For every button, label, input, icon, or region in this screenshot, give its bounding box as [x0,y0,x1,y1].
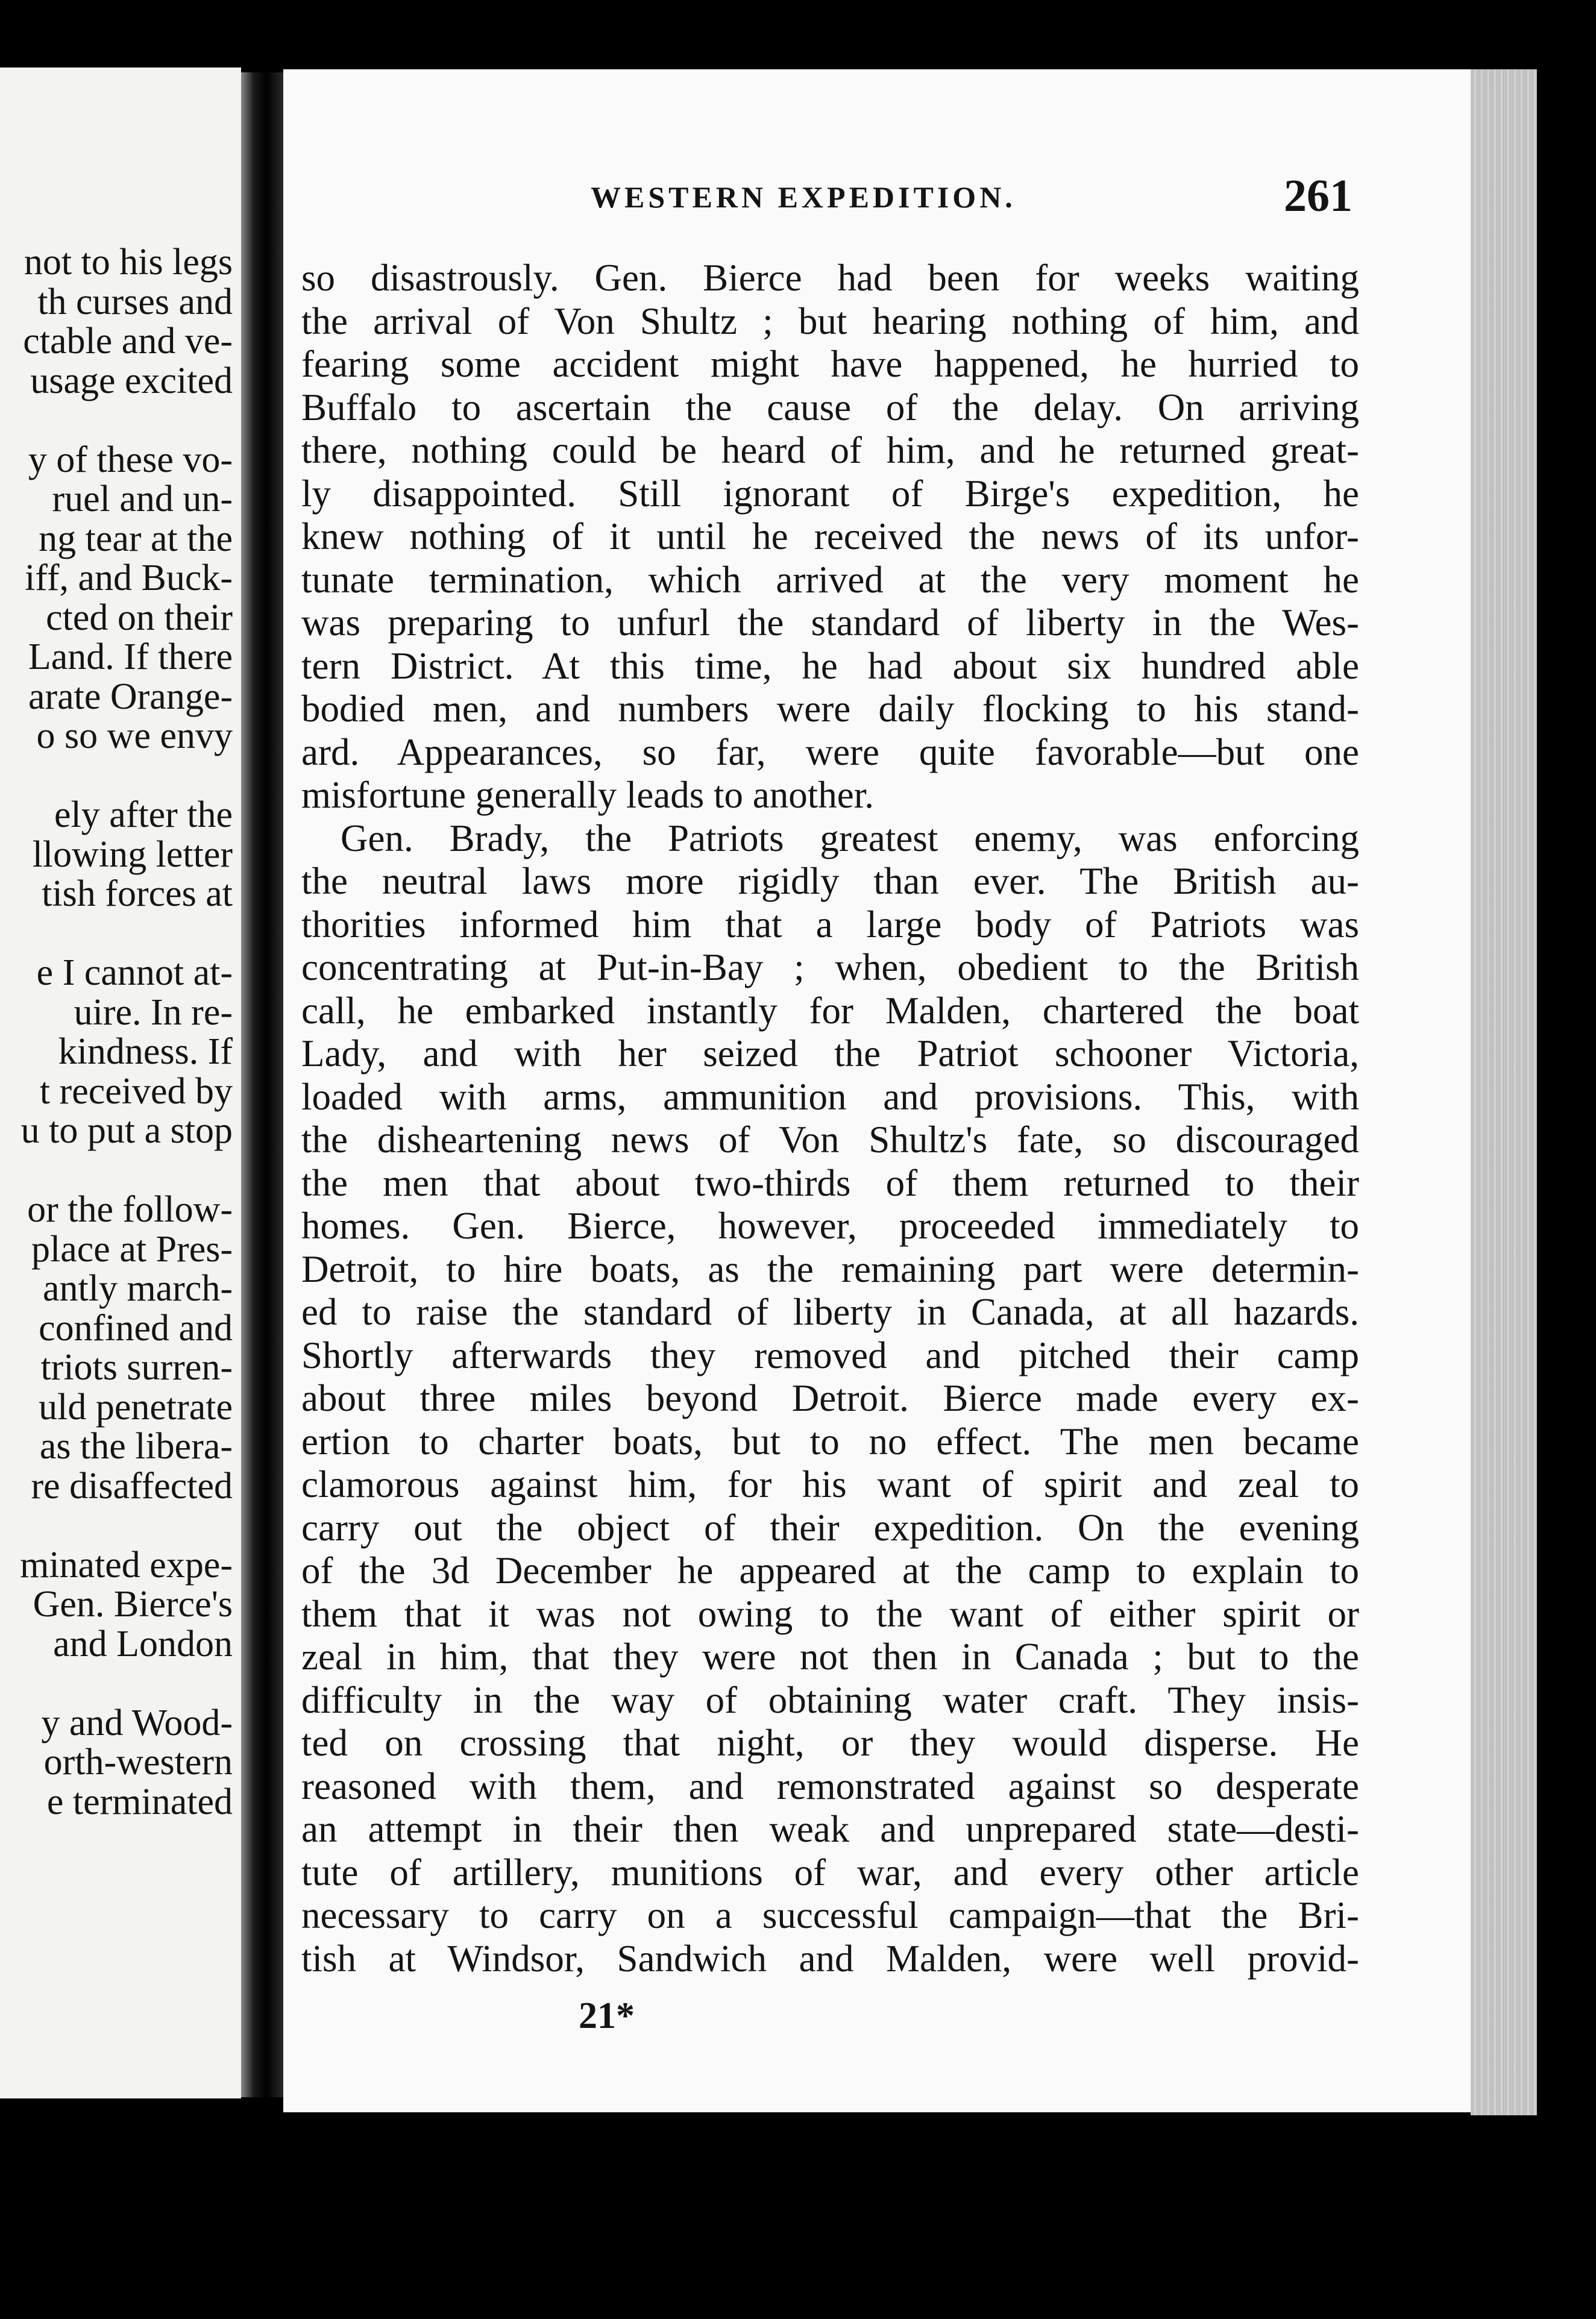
text-line: the neutral laws more rigidly than ever. The British au- [301,860,1359,902]
facing-page-line: and London [53,1623,233,1665]
facing-page-line: antly march- [42,1268,233,1309]
text-line: tern District. At this time, he had about six hundred able [301,644,1359,687]
text-line: ertion to charter boats, but to no effect. The men became [301,1420,1359,1463]
text-line: tute of artillery, munitions of war, and every other article [301,1851,1359,1894]
text-line: necessary to carry on a successful campaign—that the Bri- [301,1894,1359,1936]
text-line: about three miles beyond Detroit. Bierce made every ex- [301,1377,1359,1419]
text-line: zeal in him, that they were not then in Canada ; but to the [301,1636,1359,1678]
text-line: homes. Gen. Bierce, however, proceeded immediately to [301,1205,1359,1247]
facing-page-line: kindness. If [58,1031,233,1072]
facing-page-line: uld penetrate [39,1386,233,1428]
facing-page-line: u to put a stop [20,1110,233,1151]
text-line: them that it was not owing to the want of either spirit or [301,1592,1359,1635]
text-line: bodied men, and numbers were daily flocking to his stand- [301,688,1359,730]
text-line: knew nothing of it until he received the news of its unfor- [301,515,1359,557]
text-line: Buffalo to ascertain the cause of the delay. On arriving [301,386,1359,428]
text-line: reasoned with them, and remonstrated against so desperate [301,1765,1359,1807]
text-line: tunate termination, which arrived at the very moment he [301,558,1359,601]
text-line: misfortune generally leads to another. [301,774,874,816]
text-line: ed to raise the standard of liberty in Canada, at all hazards. [301,1291,1359,1333]
facing-page-line: th curses and [37,281,233,322]
signature-mark: 21* [579,1995,635,2036]
facing-page-fragment [0,67,241,2098]
facing-page-line: triots surren- [40,1347,233,1388]
page-number: 261 [1284,171,1353,221]
facing-page-line: orth-western [43,1742,233,1783]
facing-page-line: re disaffected [31,1465,233,1507]
text-line: the men that about two-thirds of them returned to their [301,1161,1359,1204]
text-line: of the 3d December he appeared at the camp to explain to [301,1549,1359,1592]
text-line: concentrating at Put-in-Bay ; when, obedient to the British [301,946,1359,988]
page-edges [1471,69,1537,2115]
facing-page-line: cted on their [46,597,233,638]
facing-page-line: confined and [39,1307,233,1349]
text-line: the arrival of Von Shultz ; but hearing nothing of him, and [301,300,1359,342]
facing-page-line: usage excited [30,360,233,401]
text-line: ly disappointed. Still ignorant of Birge's expedition, he [301,472,1359,515]
facing-page-line: as the libera- [39,1426,233,1467]
facing-page-line: e terminated [46,1781,233,1822]
facing-page-line: Land. If there [28,636,233,677]
text-line: fearing some accident might have happened, he hurried to [301,343,1359,385]
running-head: WESTERN EXPEDITION. [591,180,1016,214]
facing-page-line: arate Orange- [28,676,233,717]
facing-page-line: y of these vo- [28,439,233,480]
facing-page-line: ruel and un- [52,479,233,519]
facing-page-line: t received by [39,1070,233,1112]
facing-page-line: llowing letter [32,833,233,875]
text-line: Detroit, to hire boats, as the remaining part were determin- [301,1247,1359,1290]
text-line: difficulty in the way of obtaining water craft. They insis- [301,1678,1359,1721]
text-line: so disastrously. Gen. Bierce had been for weeks waiting [301,257,1359,299]
text-line: the disheartening news of Von Shultz's fate, so discouraged [301,1119,1359,1161]
text-line: Lady, and with her seized the Patriot schooner Victoria, [301,1032,1359,1075]
text-line: Gen. Brady, the Patriots greatest enemy, was enforcing [341,817,1359,859]
facing-page-line: ng tear at the [39,518,233,559]
facing-page-line: not to his legs [24,242,233,283]
text-line: ted on crossing that night, or they would disperse. He [301,1722,1359,1764]
facing-page-line: iff, and Buck- [25,557,233,598]
text-line: clamorous against him, for his want of spirit and zeal to [301,1463,1359,1505]
text-line: ard. Appearances, so far, were quite favorable—but one [301,730,1359,773]
facing-page-line: or the follow- [27,1189,233,1230]
text-line: an attempt in their then weak and unprepared state—desti- [301,1808,1359,1850]
text-line: loaded with arms, ammunition and provisions. This, with [301,1075,1359,1118]
text-line: Shortly afterwards they removed and pitched their camp [301,1334,1359,1376]
facing-page-line: uire. In re- [74,991,233,1033]
facing-page-line: tish forces at [42,873,233,914]
text-line: tish at Windsor, Sandwich and Malden, were well provid- [301,1937,1359,1980]
text-line: carry out the object of their expedition. On the evening [301,1506,1359,1549]
text-line: thorities informed him that a large body of Patriots was [301,903,1359,946]
facing-page-line: o so we envy [36,715,233,756]
facing-page-line: ctable and ve- [23,321,233,362]
text-line: there, nothing could be heard of him, and he returned great- [301,429,1359,471]
facing-page-line: minated expe- [20,1544,233,1586]
facing-page-line: y and Wood- [41,1702,233,1743]
text-line: call, he embarked instantly for Malden, chartered the boat [301,989,1359,1032]
text-line: was preparing to unfurl the standard of liberty in the Wes- [301,601,1359,644]
facing-page-line: ely after the [54,794,233,835]
facing-page-line: place at Pres- [31,1228,233,1270]
book-gutter [241,72,283,2097]
facing-page-line: Gen. Bierce's [33,1584,233,1625]
facing-page-line: e I cannot at- [36,952,233,993]
